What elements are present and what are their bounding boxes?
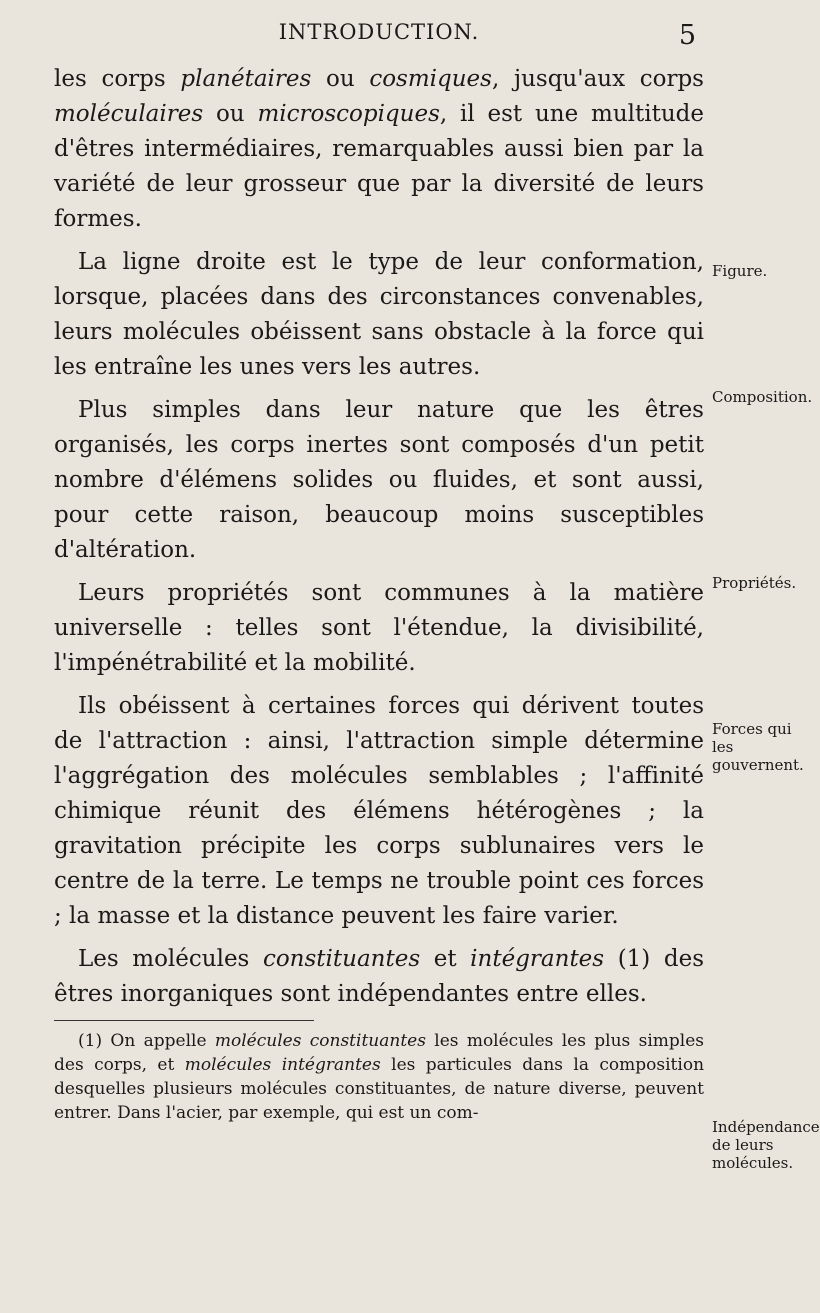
paragraph-3 <box>54 393 704 568</box>
paragraph-4 <box>54 576 704 681</box>
running-head: INTRODUCTION. <box>278 20 480 44</box>
paragraph-6 <box>54 942 704 1012</box>
text-run: (1) des êtres inorganiques sont indépendantes entre elles. <box>54 946 704 1007</box>
text-run: les corps <box>54 66 181 92</box>
text-run: et <box>420 946 471 972</box>
paragraph-5 <box>54 689 704 934</box>
italic-term: moléculaires <box>54 101 204 127</box>
page-header <box>54 20 704 60</box>
text-run: Les molécules <box>78 946 263 972</box>
paragraph-2 <box>54 245 704 385</box>
paragraph-1 <box>54 62 704 237</box>
margin-note-proprietes: Propriétés. <box>712 574 797 592</box>
text-run: La ligne droite est le type de leur conformation, lorsque, placées dans des circonstances convenables, leurs molécules obéissent sans obstacle à la force qui les entraîne les unes vers les autres. <box>54 249 704 380</box>
margin-note-forces: Forces qui les gouvernent. <box>712 720 804 774</box>
text-run: , jusqu'aux corps <box>491 66 704 92</box>
italic-term: microscopiques <box>257 101 440 127</box>
text-run: les particules dans la composition desquelles plusieurs molécules constituantes, de nature diverse, peuvent entrer. Dans l'acier, par exemple, qui est un com- <box>54 1055 705 1123</box>
text-run: ou <box>203 101 258 127</box>
italic-term: cosmiques <box>369 66 492 92</box>
italic-term: molécules constituantes <box>214 1031 426 1051</box>
text-run: les molécules les plus simples des corps, et <box>54 1031 704 1075</box>
italic-term: intégrantes <box>470 946 605 972</box>
margin-note-independance: Indépendance de leurs molécules. <box>712 1118 820 1172</box>
body-text <box>54 62 704 1133</box>
margin-note-figure: Figure. <box>712 262 768 280</box>
text-run: (1) On appelle <box>78 1031 215 1051</box>
margin-note-composition: Composition. <box>712 388 813 406</box>
text-run: Leurs propriétés sont communes à la matière universelle : telles sont l'étendue, la divisibilité, l'impénétrabilité et la mobilité. <box>54 580 704 676</box>
footnote <box>54 1029 704 1125</box>
page-number: 5 <box>678 20 696 51</box>
text-run: , il est une multitude d'êtres intermédiaires, remarquables aussi bien par la variété de leur grosseur que par la diversité de leurs formes. <box>54 101 704 232</box>
text-run: ou <box>311 66 370 92</box>
text-run: Plus simples dans leur nature que les êtres organisés, les corps inertes sont composés d'un petit nombre d'élémens solides ou fluides, et sont aussi, pour cette raison, beaucoup moins susceptibles d'altération. <box>54 397 704 563</box>
footnote-rule <box>54 1020 314 1021</box>
text-run: Ils obéissent à certaines forces qui dérivent toutes de l'attraction : ainsi, l'attraction simple détermine l'aggrégation des molécules semblables ; l'affinité chimique réunit des élémens hétérogènes ; la gravitation précipite les corps sublunaires vers le centre de la terre. Le temps ne trouble point ces forces ; la masse et la distance peuvent les faire varier. <box>54 693 704 929</box>
italic-term: constituantes <box>262 946 421 972</box>
italic-term: planétaires <box>180 66 312 92</box>
italic-term: molécules intégrantes <box>184 1055 381 1075</box>
